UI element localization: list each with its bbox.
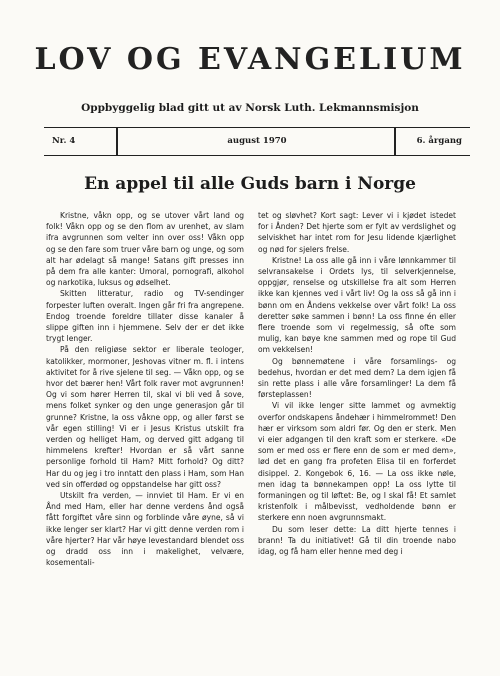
paragraph: Utskilt fra verden, — innviet til Ham. Er vi en Ånd med Ham, eller har denne verdens ånd også fått forgiftet våre sinn og forblinde våre øyne, så vi ikke lenger ser klart? Har vi gitt denne verden rom i våre hjerter? Har vår høye levestandard blendet oss og dradd oss inn i makelighet, velvære, kosementali- — [46, 491, 244, 568]
article-headline: En appel til alle Guds barn i Norge — [84, 174, 416, 194]
paragraph: Kristne, våkn opp, og se utover vårt land og folk! Våkn opp og se den flom av urenhet, av slam ifra avgrunnen som velter inn over oss! Våkn opp og se den fare som truer våre barn og unge, og som alt har ødelagt så mange! Satans gift presses inn på dem fra alle kanter: Umoral, pornografi, alkohol og narkotika, luksus og ødselhet. — [46, 211, 244, 288]
masthead-title: LOV OG EVANGELIUM — [34, 42, 466, 77]
paragraph: På den religiøse sektor er liberale teologer, katolikker, mormoner, Jeshovas vitner m. fl. i intens aktivitet for å rive sjelene til seg. — Våkn opp, og se hvor det bærer hen! Vårt folk raver mot avgrunnen! Og vi som hører Herren til, skal vi bli ved å sove, mens folket synker og den unge generasjon går til grunne? Kristne, la oss våkne opp, og aller først se vår egen stilling! Vi er i Jesus Kristus utskilt fra verden og helliget Ham, og derved gitt adgang til himmelens krefter! Hvordan er så vårt sanne personlige forhold til Ham? Mitt forhold? Og ditt? Har du og jeg i tro inntatt den plass i Ham, som Han ved sin offerdød og oppstandelse har gitt oss? — [46, 345, 244, 489]
paragraph: Vi vil ikke lenger sitte lammet og avmektig overfor ondskapens åndehær i himmelrommet! Den hær er virksom som aldri før. Og den er sterk. Men vi eier adgangen til den kraft som er sterkere. «De som er med oss er flere enn de som er med dem», lød det en gang fra profeten Elisa til en forferdet disippel. 2. Kongebok 6, 16. — La oss ikke nøle, men idag ta bønnekampen opp! La oss lytte til formaningen og til løftet: Be, og I skal få! Et samlet kristenfolk i målbevisst, vedholdende bønn er sterkere enn noen avgrunnsmakt. — [258, 401, 456, 523]
paragraph: tet og sløvhet? Kort sagt: Lever vi i kjødet istedet for i Ånden? Det hjerte som er fylt av verdslighet og selviskhet har intet rom for Jesu lidende kjærlighet og nød for sjelers frelse. — [258, 211, 456, 254]
issue-info-bar — [44, 127, 470, 156]
paragraph: Skitten litteratur, radio og TV-sendinger forpester luften overalt. Ingen går fri fra angrepene. Endog troende foreldre tillater disse kanaler å slippe giften inn i hjemmene. Selv der er det ikke trygt lenger. — [46, 289, 244, 344]
paragraph: Og bønnemøtene i våre forsamlings- og bedehus, hvordan er det med dem? La dem igjen få sin rette plass i alle våre forsamlinger! La dem få førsteplassen! — [258, 356, 456, 400]
issue-year: 6. årgang — [416, 136, 462, 146]
issue-number: Nr. 4 — [52, 136, 76, 146]
issue-date: august 1970 — [227, 136, 287, 146]
article-column-right — [258, 210, 456, 557]
paragraph: Du som leser dette: La ditt hjerte tennes i brann! Ta du initiativet! Gå til din troende nabo idag, og få ham eller henne med deg i — [258, 524, 456, 557]
article-column-left — [46, 210, 244, 569]
masthead-subtitle: Oppbyggelig blad gitt ut av Norsk Luth. Lekmannsmisjon — [81, 102, 419, 114]
paragraph: Kristne! La oss alle gå inn i våre lønnkammer til selvransakelse i Ordets lys, til selverkjennelse, oppgjør, renselse og utskillelse fra alt som Herren ikke kan kjennes ved i vårt liv! Og la oss så gå inn i bønn om en Åndens vekkelse over vårt folk! La oss deretter søke sammen i bønn! La oss finne én eller flere troende som vi regelmessig, så ofte som mulig, kan bøye kne sammen med og rope til Gud om vekkelsen! — [258, 255, 456, 355]
